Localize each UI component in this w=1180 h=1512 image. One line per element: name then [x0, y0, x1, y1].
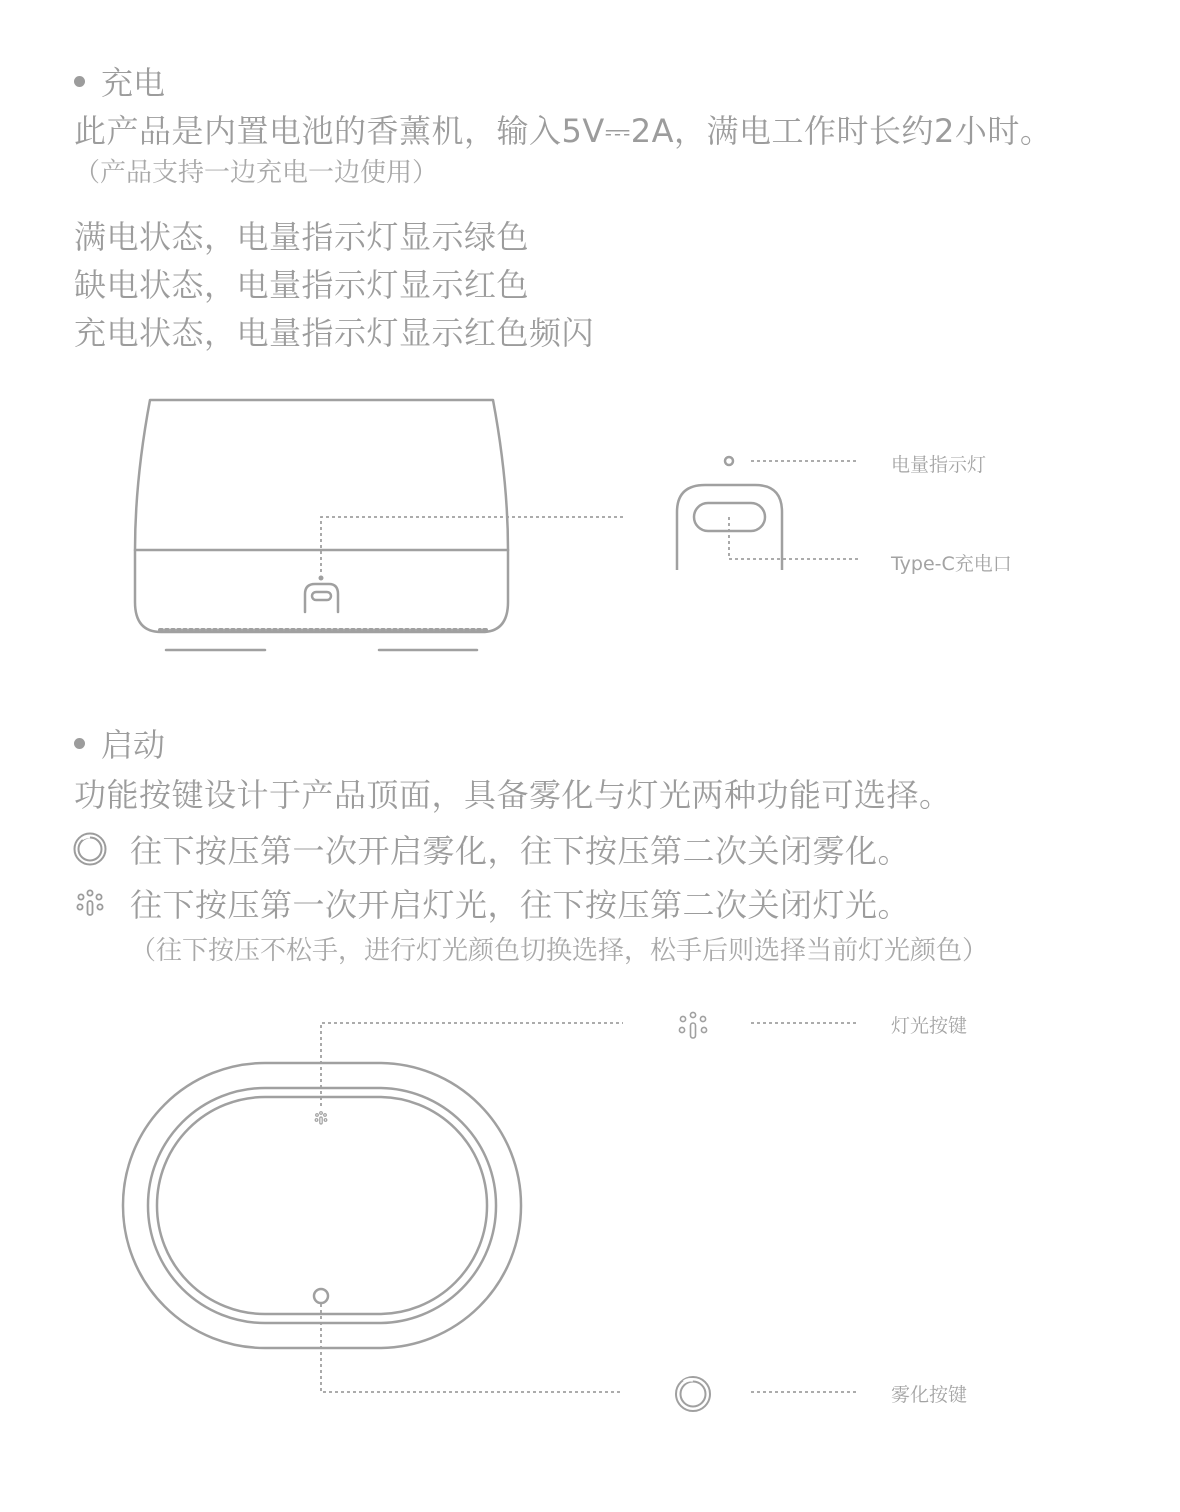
device-body-outline	[135, 400, 508, 632]
charging-state-full: 满电状态，电量指示灯显示绿色	[74, 218, 530, 256]
callout-mist-icon	[676, 1377, 710, 1411]
device-mist-button	[314, 1289, 328, 1303]
device-top-inner	[157, 1097, 487, 1314]
callout-light-icon	[679, 1012, 706, 1038]
charging-heading	[74, 58, 165, 104]
label-light-button: 灯光按键	[891, 1015, 968, 1037]
charging-figure	[0, 380, 1180, 680]
device-indicator-dot	[319, 576, 324, 581]
charging-description: 此产品是内置电池的香薰机，输入5V⎓2A，满电工作时长约2小时。	[74, 112, 1053, 150]
closeup-housing	[677, 485, 782, 570]
light-instruction-text: 往下按压第一次开启灯光，往下按压第二次关闭灯光。	[130, 886, 911, 924]
startup-heading	[74, 720, 165, 766]
charging-state-charging: 充电状态，电量指示灯显示红色频闪	[74, 314, 595, 352]
light-note: （往下按压不松手，进行灯光颜色切换选择，松手后则选择当前灯光颜色）	[130, 936, 989, 966]
label-port: Type-C充电口	[891, 553, 1012, 575]
leader-light	[321, 1023, 623, 1106]
startup-figure	[0, 1000, 1180, 1420]
light-instruction-row	[72, 880, 910, 926]
charging-state-low: 缺电状态，电量指示灯显示红色	[74, 266, 530, 304]
label-mist-button: 雾化按键	[891, 1384, 968, 1406]
charging-heading-text: 充电	[101, 64, 166, 102]
device-top-outer	[123, 1063, 521, 1348]
charging-note: （产品支持一边充电一边使用）	[74, 158, 439, 188]
mist-instruction-row	[72, 826, 910, 872]
startup-heading-text: 启动	[101, 726, 166, 764]
mist-instruction-text: 往下按压第一次开启雾化，往下按压第二次关闭雾化。	[130, 832, 911, 870]
light-dots-icon	[72, 885, 108, 921]
device-light-button	[315, 1112, 327, 1124]
bullet-icon	[74, 76, 85, 87]
label-indicator: 电量指示灯	[891, 454, 987, 476]
closeup-indicator	[725, 457, 733, 465]
device-port-icon	[305, 584, 338, 612]
startup-description: 功能按键设计于产品顶面，具备雾化与灯光两种功能可选择。	[74, 776, 952, 814]
mist-ring-icon	[72, 831, 108, 867]
leader-port	[321, 517, 623, 572]
bullet-icon	[74, 738, 85, 749]
